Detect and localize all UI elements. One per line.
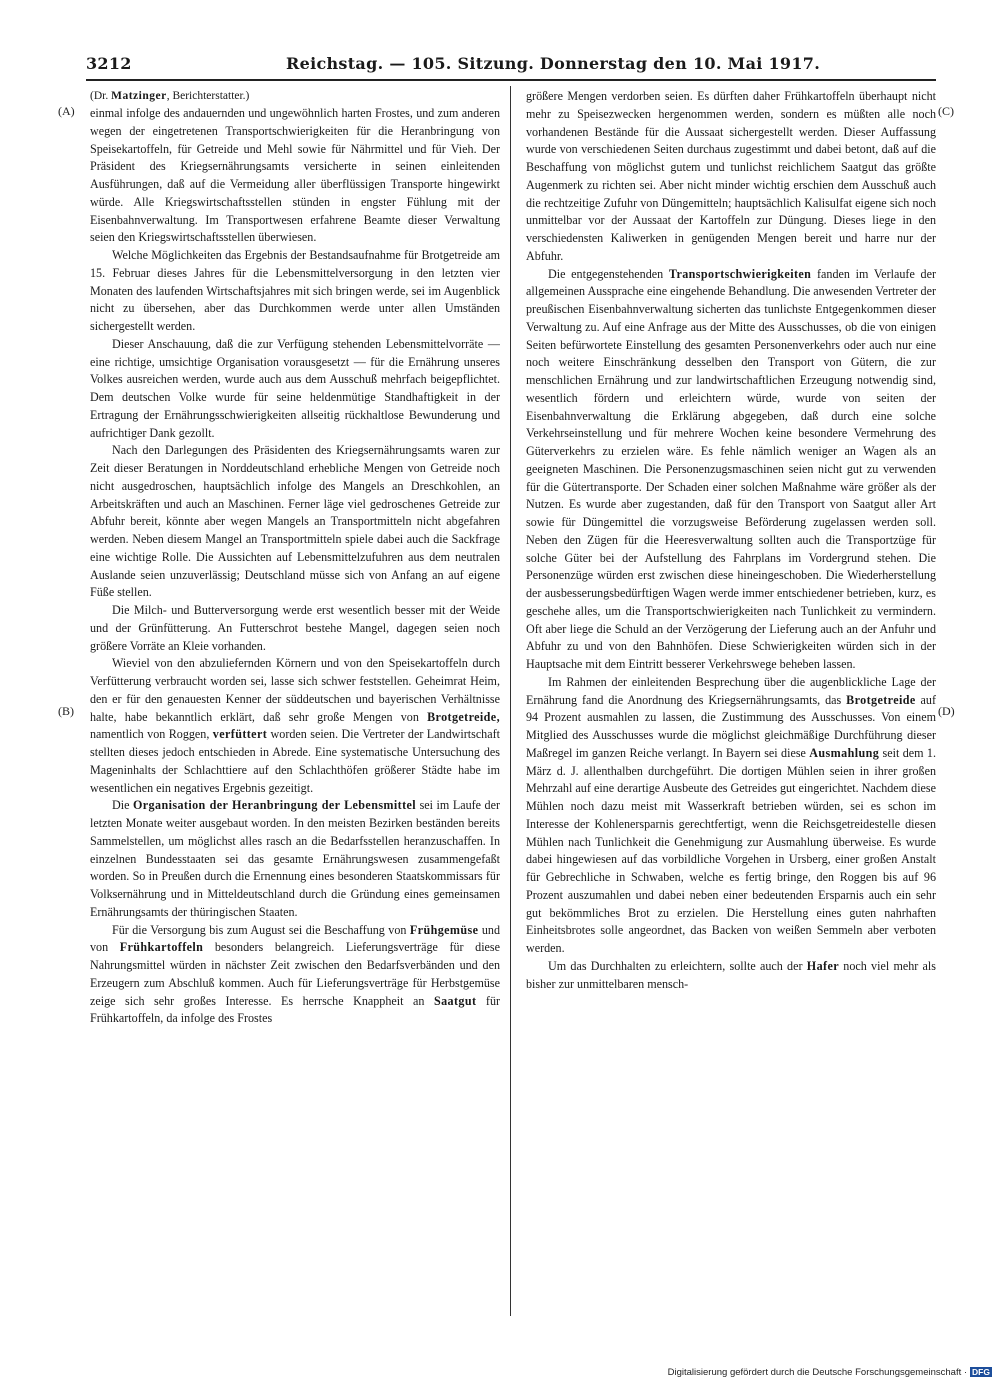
emphasis-text: Organisation der Heranbringung der Lebensmittel [132, 798, 417, 813]
footer-credit [600, 1367, 992, 1381]
text-run: Um das Durchhalten zu erleichtern, sollte auch der [548, 958, 807, 973]
text-run: Im Rahmen der einleitenden Besprechung über die augenblickliche Lage der Ernährung fand die Anordnung des Kriegsernährungsamts, das [526, 674, 936, 707]
text-run: Wieviel von den abzuliefernden Körnern und von den Speisekartoffeln durch Verfütterung verbraucht worden sei, lasse sich schwer feststellen. Geheimrat Heim, den er für den genauesten Kenner der süddeutschen und bayerischen Verhältnisse halte, habe bekanntlich erklärt, daß sehr große Mengen von [90, 656, 500, 724]
emphasis-text: Ausmahlung [809, 745, 880, 760]
text-run: namentlich von Roggen, [90, 727, 213, 742]
emphasis-text: verfüttert [212, 727, 268, 742]
speaker-line [90, 88, 500, 105]
speaker-name: Matzinger [111, 90, 167, 102]
text-run: Für die Versorgung bis zum August sei die Beschaffung von [112, 922, 410, 937]
paragraph [90, 797, 500, 921]
text-run: und von [90, 922, 500, 955]
speaker-role: , Berichterstatter.) [166, 90, 250, 102]
header-rule [86, 79, 936, 81]
footer-text: Digitalisierung gefördert durch die Deutsche Forschungsgemeinschaft · [667, 1367, 968, 1378]
text-run: seit dem 1. März d. J. allenthalben durchgeführt. Die dortigen Mühlen seien in ihrer großen Mehrzahl auf eine derartige Ausbeute des Getreides gut eingerichtet. Nachdem diese Mühlen noch dazu meist mit Wasserkraft betrieben würden, sei es schon im Interesse der Kohlenersparnis gerechtfertigt, wenn die Reichsgetreidestelle diesen Mühlen nach Tunlichkeit die Genehmigung zur Ausmahlung überweise. Es wurde dabei hingewiesen auf das vorbildliche Vorgehen in Ursberg, einer großen Anstalt für Gebrechliche in Schwaben, welche es fertig bringe, den Roggen bis auf 96 Prozent auszumahlen und dabei neben einer bedeutenden Ersparnis auch ein sehr gut bekömmliches Brot zu erzielen. Die Herstellung eines guten nahrhaften Einheitsbrotes solle angeordnet, das Backen von weißen Semmeln aber verboten werden. [526, 745, 936, 955]
emphasis-text: Saatgut [433, 993, 477, 1008]
speaker-prefix: (Dr. [90, 90, 112, 102]
paragraph: Die Milch- und Butterversorgung werde erst wesentlich besser mit der Weide und der Grünfütterung. An Futterschrot bestehe Mangel, dagegen seien noch größere Vorräte an Kleie vorhanden. [90, 603, 500, 653]
emphasis-text: Frühgemüse [409, 922, 479, 937]
column-divider [510, 86, 511, 1316]
text-run: fanden im Verlaufe der allgemeinen Aussprache eine eingehende Behandlung. Die anwesenden Vertreter der preußischen Eisenbahnverwaltung sicherten das tunlichste Entgegenkommen dieser Verwaltung zu. Auf eine Anfrage aus der Mitte des Ausschusses, ob die von einigen Seiten befürwortete Einstellung des gesamten Personenverkehrs oder auch nur eine noch weitere Einschränkung desselben den Transport von Gütern, die zur menschlichen Ernährung und zur landwirtschaftlichen Erzeugung notwendig sind, wesentlich fördern und erleichtern würde, wurde von seiten der Eisenbahnverwaltung die Erklärung abgegeben, daß durch eine solche Verkehrseinstellung und für mehrere Wochen keine besondere Vermehrung des Güterverkehrs zu erzielen wäre. Es fehle nämlich weniger an Wagen als an geeigneten Maschinen. Die Personenzugsmaschinen seien nicht gut zu verwenden für die Gütertransporte. Der Schaden einer solchen Maßnahme wäre größer als der Nutzen. Es wurde aber zugestanden, daß für den Transport von Saatgut aller Art sowie für Düngemittel die vorzugsweise Beförderung zugelassen werden soll. Neben den Zügen für die Heeresverwaltung sollten auch die Transportzüge für solche Güter bei der Aufstellung des Fahrplans im Vordergrund stehen. Die Personenzüge würden erst zwischen diese hineingeschoben. Die Wiederherstellung der ausbesserungsbedürftigen Wagen werde immer entschiedener betrieben, kurz, es geschehe alles, um die Transportschwierigkeiten nach Tunlichkeit zu vermindern. Oft aber liege die Schuld an der Verzögerung der Lieferung auch an der Anfuhr und Abfuhr zu und von den Bahnhöfen. Diese Schwierigkeiten würden sich in der Hauptsache mit dem Eintritt besserer Verkehrswege beheben lassen. [526, 266, 936, 671]
emphasis-text: Hafer [806, 958, 839, 973]
paragraph [90, 655, 500, 797]
emphasis-text: Brotgetreide, [427, 709, 500, 724]
running-title: Reichstag. — 105. Sitzung. Donnerstag den 10. Mai 1917. [286, 54, 821, 73]
paragraph: Dieser Anschauung, daß die zur Verfügung stehenden Lebensmittelvorräte — eine richtige, umsichtige Organisation vorausgesetzt — für die Ernährung unseres Volkes ausreichen werden, wurde auch aus dem Ausschuß mehrfach beigepflichtet. Dem deutschen Volke wurde für seine heldenmütige Standhaftigkeit in der Ertragung der Ernährungsschwierigkeiten allseitig rückhaltlose Bewunderung und aufrichtiger Dank gezollt. [90, 336, 500, 440]
emphasis-text: Brotgetreide [846, 692, 916, 707]
emphasis-text: Transportschwierigkeiten [668, 266, 812, 281]
margin-marker-d: (D) [938, 704, 955, 718]
text-run: noch viel mehr als bisher zur unmittelbaren mensch- [526, 958, 936, 991]
paragraph [526, 266, 936, 674]
paragraph: einmal infolge des andauernden und ungewöhnlich harten Frostes, und zum anderen wegen der eingetretenen Transportschwierigkeiten für die Heranbringung von Speisekartoffeln, für Getreide und Mehl sowie für Nährmittel und für Vieh. Der Präsident des Kriegsernährungsamts versicherte in seinen einleitenden Ausführungen, daß auf die Vermeidung aller überflüssigen Transporte hingewirkt würde. Alle Kriegswirtschaftsstellen stünden in engster Fühlung mit der Eisenbahnverwaltung. Im Transportwesen erfahrene Beamte dieser Verwaltung seien den Kriegswirtschaftsstellen überwiesen. [90, 106, 500, 245]
right-column [526, 88, 936, 1316]
text-run: sei im Laufe der letzten Monate weiter ausgebaut worden. In den meisten Bezirken beständen bereits Sammelstellen, um möglichst alles rasch an die Bedarfsstellen heranzuschaffen. In einzelnen Bundesstaaten sei das gesamte Ernährungswesen zusammengefaßt worden. So in Preußen durch die Ernennung eines besonderen Staatskommissars für Volksernährung und in Mitteldeutschland durch die Gründung eines gemeinsamen Ernährungsamts der thüringischen Staaten. [90, 798, 500, 919]
paragraph: Welche Möglichkeiten das Ergebnis der Bestandsaufnahme für Brotgetreide am 15. Februar dieses Jahres für die Lebensmittelversorgung in den letzten vier Monaten des laufenden Wirtschaftsjahres mit sich bringen werde, sei im Augenblick nicht zu übersehen, aber das Durchkommen werde unter allen Umständen sichergestellt werden. [90, 248, 500, 333]
page-header [86, 54, 936, 78]
margin-marker-c: (C) [938, 104, 954, 118]
page-number: 3212 [86, 54, 132, 73]
text-run: besonders belangreich. Lieferungsverträge für diese Nahrungsmittel würden in nächster Zeit zwischen den Bedarfsverbänden und den Erzeugern zum Abschluß kommen. Auch für Lieferungsverträge für Herbstgemüse zeige sich sehr großes Interesse. Es herrsche Knappheit an [90, 940, 500, 1008]
text-run: Die [112, 798, 133, 813]
margin-marker-a: (A) [58, 104, 75, 118]
text-run: für Frühkartoffeln, da infolge des Frostes [90, 993, 500, 1026]
emphasis-text: Frühkartoffeln [119, 940, 204, 955]
left-column [90, 88, 500, 1316]
paragraph [526, 958, 936, 994]
paragraph: größere Mengen verdorben seien. Es dürften daher Frühkartoffeln überhaupt nicht mehr zu Speisezwecken hergenommen werden, sondern es müßten alle noch vorhandenen Bestände für die Aussaat sichergestellt werden. Dieser Auffassung wurde von verschiedenen Seiten durchaus zugestimmt und dabei betont, daß auf die Beschaffung von möglichst gutem und tunlichst reichlichem Saatgut das größte Augenmerk zu richten sei. Aber nicht minder wichtig erschien dem Ausschuß auch die rechtzeitige Zufuhr von Düngemitteln; hauptsächlich Kalisulfat eigene sich noch unmittelbar vor der Aussaat der Kartoffeln zur Düngung. Dieses liege in den verschiedensten Kaliwerken in genügenden Mengen bereit und harre nur der Abfuhr. [526, 89, 936, 263]
paragraph [90, 922, 500, 1029]
text-run: Die entgegenstehenden [548, 266, 669, 281]
text-run: worden seien. Die Vertreter der Landwirtschaft stellten dieses jedoch entschieden in Abrede. Eine systematische Untersuchung des Mageninhalts der Schlachttiere auf den Schlachthöfen größerer Städte habe im wesentlichen ein negatives Ergebnis gezeitigt. [90, 727, 500, 795]
margin-marker-b: (B) [58, 704, 74, 718]
text-run: auf 94 Prozent ausmahlen zu lassen, die Zustimmung des Ausschusses. Von einem Mitglied des Ausschusses wurde die möglichst gleichmäßige Durchführung dieser Maßregel im ganzen Reiche verlangt. In Bayern sei diese [526, 692, 936, 760]
dfg-logo: DFG [972, 1367, 990, 1378]
paragraph [526, 674, 936, 958]
paragraph: Nach den Darlegungen des Präsidenten des Kriegsernährungsamts waren zur Zeit dieser Beratungen in Norddeutschland erhebliche Mengen von Getreide noch nicht ausgedroschen, hauptsächlich infolge des Mangels an Dreschkohlen, an Arbeitskräften und auch an Maschinen. Ferner läge viel gedroschenes Getreide zur Abfuhr bereit, könnte aber wegen Mangels an Transportmitteln nicht abgefahren werden. Neben diesem Mangel an Transportmitteln spiele dabei auch die Sackfrage eine wichtige Rolle. Die Aussichten auf Lebensmittelzufuhren aus dem neutralen Auslande seien unzuverlässig; Deutschland müsse sich von Anfang an auf eigene Füße stellen. [90, 443, 500, 600]
